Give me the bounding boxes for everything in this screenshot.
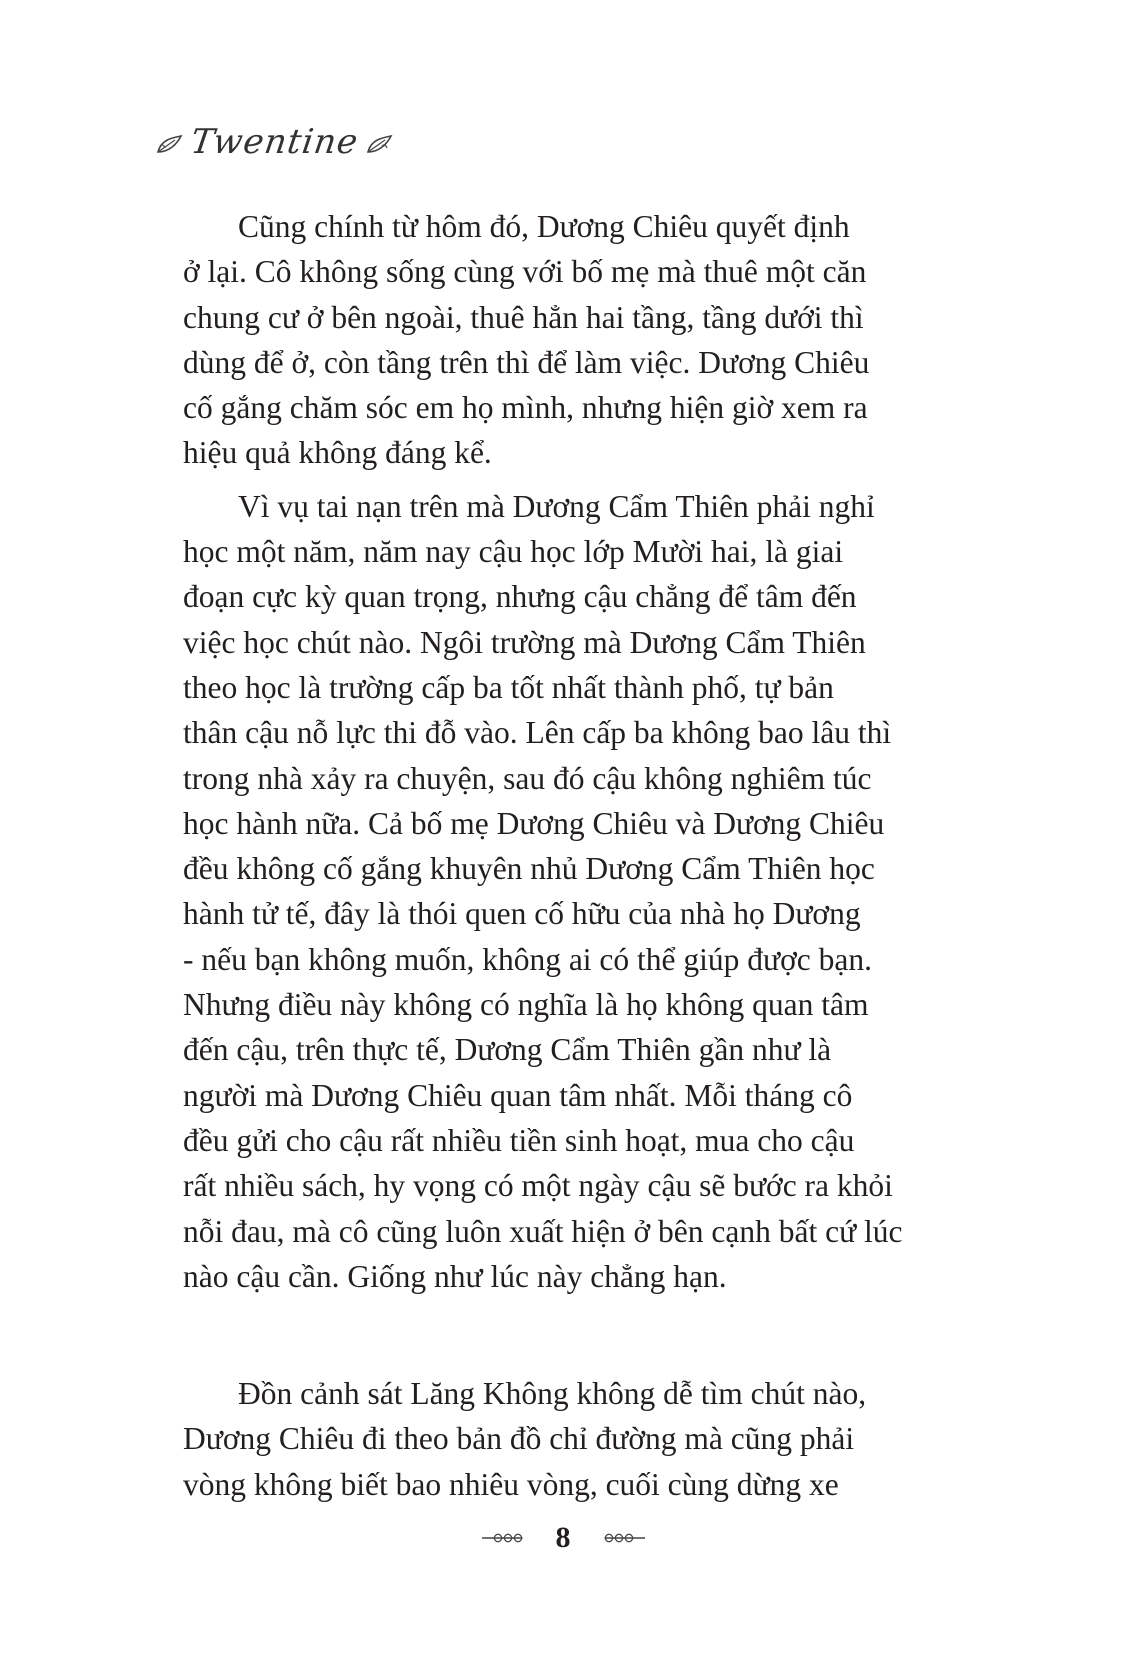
header-brand: Twentine [188,122,361,162]
text-line: rất nhiều sách, hy vọng có một ngày cậu sẽ bước ra khỏi [183,1168,893,1204]
text-line: cố gắng chăm sóc em họ mình, nhưng hiện giờ xem ra [183,390,868,426]
text-line: đều không cố gắng khuyên nhủ Dương Cẩm Thiên học [183,851,875,887]
leaf-icon [155,132,185,156]
text-line: nỗi đau, mà cô cũng luôn xuất hiện ở bên cạnh bất cứ lúc [183,1213,903,1249]
text-line: dùng để ở, còn tầng trên thì để làm việc. Dương Chiêu [183,344,870,380]
text-line: hành tử tế, đây là thói quen cố hữu của nhà họ Dương [183,896,861,932]
vine-ornament-icon [603,1530,647,1546]
leaf-icon [364,132,394,156]
text-line: đoạn cực kỳ quan trọng, nhưng cậu chẳng để tâm đến [183,579,857,615]
text-line: chung cư ở bên ngoài, thuê hẳn hai tầng, tầng dưới thì [183,299,864,335]
text-line: Cũng chính từ hôm đó, Dương Chiêu quyết định [238,209,850,244]
section-break [183,1307,963,1371]
text-line: theo học là trường cấp ba tốt nhất thành phố, tự bản [183,669,834,705]
paragraph-3 [183,1371,963,1507]
text-line: việc học chút nào. Ngôi trường mà Dương Cẩm Thiên [183,624,866,660]
page-number: 8 [555,1521,571,1554]
vine-ornament-icon [480,1530,524,1546]
text-line: Nhưng điều này không có nghĩa là họ không quan tâm [183,987,869,1023]
text-line: Vì vụ tai nạn trên mà Dương Cẩm Thiên phải nghỉ [238,488,875,524]
paragraph-1 [183,204,963,476]
text-line: trong nhà xảy ra chuyện, sau đó cậu không nghiêm túc [183,760,872,796]
text-line: - nếu bạn không muốn, không ai có thể giúp được bạn. [183,941,872,977]
text-line: học hành nữa. Cả bố mẹ Dương Chiêu và Dương Chiêu [183,805,885,841]
text-line: Đồn cảnh sát Lăng Không không dễ tìm chút nào, [238,1376,867,1412]
text-line: thân cậu nỗ lực thi đỗ vào. Lên cấp ba không bao lâu thì [183,715,892,751]
text-line: ở lại. Cô không sống cùng với bố mẹ mà thuê một căn [183,254,867,290]
text-line: Dương Chiêu đi theo bản đồ chỉ đường mà cũng phải [183,1421,855,1457]
page-footer [0,1520,1126,1556]
text-line: nào cậu cần. Giống như lúc này chẳng hạn. [183,1258,727,1294]
text-line: người mà Dương Chiêu quan tâm nhất. Mỗi tháng cô [183,1077,853,1113]
running-header [155,104,394,164]
text-line: đến cậu, trên thực tế, Dương Cẩm Thiên gần như là [183,1032,832,1068]
text-line: hiệu quả không đáng kể. [183,435,492,471]
body-text [183,204,963,1515]
text-line: đều gửi cho cậu rất nhiều tiền sinh hoạt, mua cho cậu [183,1122,855,1158]
text-line: vòng không biết bao nhiêu vòng, cuối cùng dừng xe [183,1466,839,1502]
paragraph-2 [183,484,963,1299]
text-line: học một năm, năm nay cậu học lớp Mười hai, là giai [183,534,844,570]
